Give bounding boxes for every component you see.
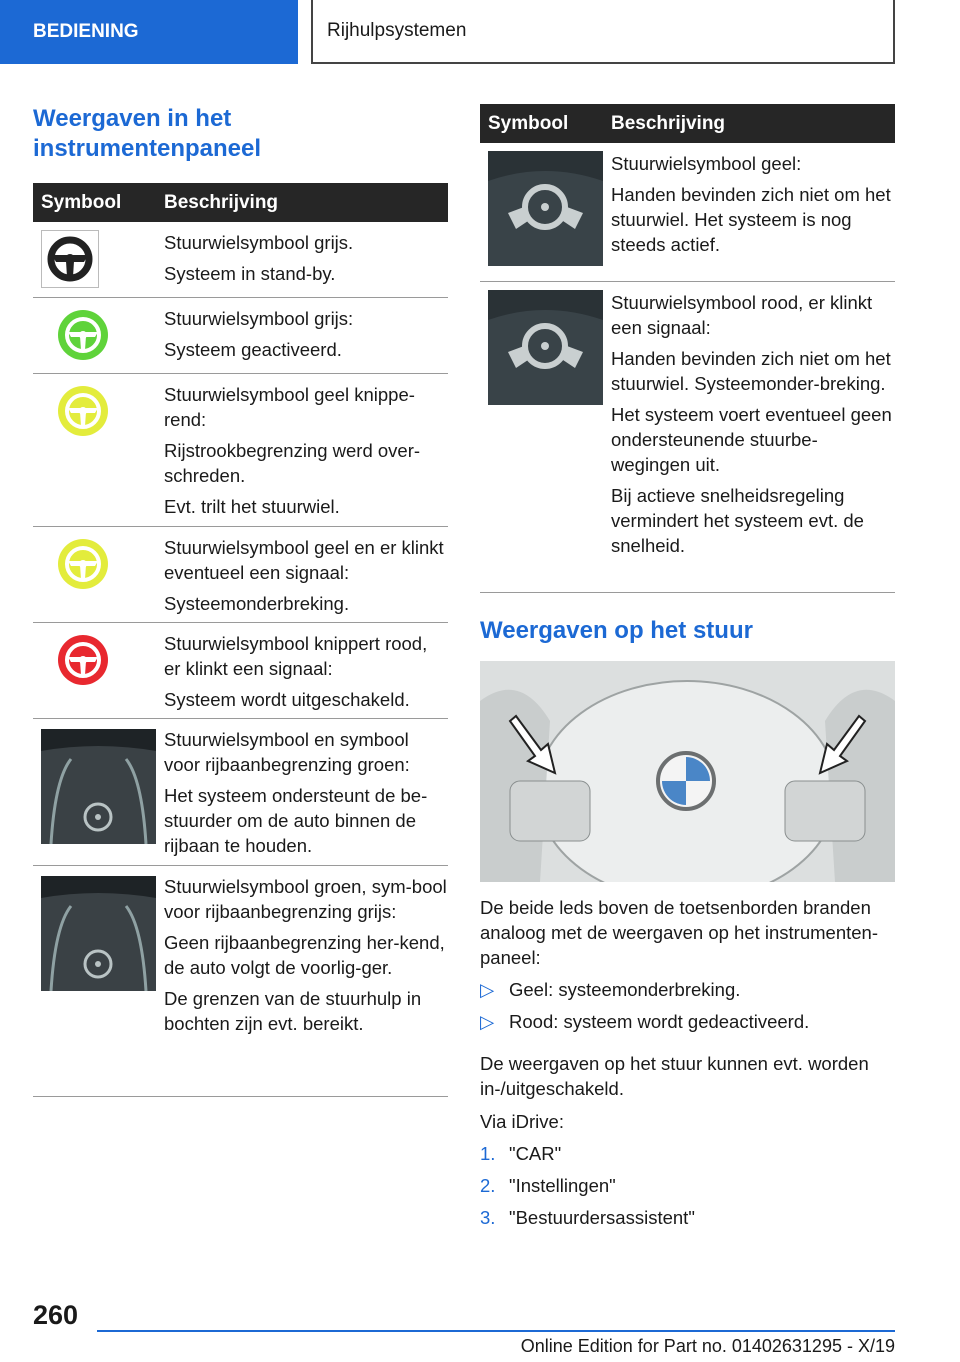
page-number: 260 (33, 1300, 79, 1330)
steering-wheel-gray-icon (41, 230, 99, 288)
row-text: Stuurwielsymbool geel knippe-rend: (164, 384, 415, 430)
step-text: "CAR" (509, 1143, 562, 1164)
col-symbol: Symbool (488, 112, 569, 134)
row-text: Rijstrookbegrenzing werd over-schreden. (164, 440, 421, 486)
bullet-arrow-icon: ▷ (480, 1011, 495, 1032)
row-text: De grenzen van de stuurhulp in bochten zijn evt. bereikt. (164, 988, 422, 1034)
steering-wheel-red-icon (41, 631, 125, 689)
row-text: Stuurwielsymbool groen, sym-bool voor rijbaanbegrenzing grijs: (164, 876, 447, 922)
instrument-panel-table (33, 183, 448, 1097)
heading-instrument-panel: Weergaven in het instrumentenpaneel (33, 105, 262, 162)
col-symbol: Symbool (41, 191, 122, 213)
heading-steering-wheel: Weergaven op het stuur (480, 617, 753, 644)
table-row (33, 527, 448, 623)
table-row (480, 282, 895, 593)
step-number: 1. (480, 1143, 496, 1164)
row-text: Bij actieve snelheidsregeling vermindert het systeem evt. de snelheid. (611, 485, 864, 556)
paragraph: Via iDrive: (480, 1111, 564, 1132)
row-text: Handen bevinden zich niet om het stuurwiel. Het systeem is nog steeds actief. (611, 184, 891, 255)
section-tab (0, 0, 298, 64)
paragraph: De beide leds boven de toetsenborden branden analoog met de weergaven op het instrumenten-paneel: (480, 897, 879, 968)
row-text: Het systeem ondersteunt de be-stuurder om de auto binnen de rijbaan te houden. (164, 785, 428, 856)
list-item (480, 1173, 895, 1198)
row-text: Stuurwielsymbool grijs: (164, 308, 354, 329)
steering-wheel-yellow-icon (41, 535, 125, 593)
table-row (33, 866, 448, 1097)
bullet-arrow-icon: ▷ (480, 979, 495, 1000)
col-description: Beschrijving (164, 191, 279, 213)
row-text: Stuurwielsymbool geel en er klinkt eventueel een signaal: (164, 537, 444, 583)
chapter-label: Rijhulpsystemen (327, 20, 467, 41)
row-text: Stuurwielsymbool geel: (611, 153, 802, 174)
table-row (33, 623, 448, 719)
steering-wheel-section (480, 895, 895, 1230)
row-text: Het systeem voert eventueel geen ondersteunende stuurbe-wegingen uit. (611, 404, 892, 475)
list-item (480, 1205, 895, 1230)
list-item (480, 1009, 895, 1034)
row-text: Evt. trilt het stuurwiel. (164, 496, 340, 517)
hands-off-table (480, 104, 895, 593)
row-text: Stuurwielsymbool rood, er klinkt een signaal: (611, 292, 873, 338)
row-text: Systeem in stand-by. (164, 263, 336, 284)
row-text: Geen rijbaanbegrenzing her-kend, de auto volgt de voorlig-ger. (164, 932, 445, 978)
row-text: Systeemonderbreking. (164, 593, 350, 614)
paragraph: De weergaven op het stuur kunnen evt. worden in-/uitgeschakeld. (480, 1053, 869, 1099)
table-row (33, 374, 448, 527)
row-text: Systeem wordt uitgeschakeld. (164, 689, 410, 710)
table-row (480, 143, 895, 282)
hands-off-yellow-thumbnail (488, 151, 603, 266)
lane-limit-green-thumbnail (41, 729, 156, 844)
table-row (33, 222, 448, 298)
row-text: Systeem geactiveerd. (164, 339, 342, 360)
step-text: "Bestuurdersassistent" (509, 1207, 695, 1228)
hands-off-red-thumbnail (488, 290, 603, 405)
steering-wheel-green-icon (41, 306, 125, 364)
row-text: Stuurwielsymbool knippert rood, er klinkt een signaal: (164, 633, 428, 679)
lane-limit-gray-thumbnail (41, 876, 156, 991)
steering-wheel-yellow-blinking-icon (41, 382, 125, 440)
table-row (33, 298, 448, 374)
step-number: 3. (480, 1207, 496, 1228)
table-header (33, 183, 448, 222)
section-label: BEDIENING (33, 21, 139, 42)
bullet-text: Geel: systeemonderbreking. (509, 979, 741, 1000)
bullet-text: Rood: systeem wordt gedeactiveerd. (509, 1011, 810, 1032)
chapter-tab (311, 0, 895, 64)
step-number: 2. (480, 1175, 496, 1196)
list-item (480, 1141, 895, 1166)
list-item (480, 977, 895, 1002)
steering-wheel-illustration (480, 661, 895, 882)
row-text: Handen bevinden zich niet om het stuurwiel. Systeemonder-breking. (611, 348, 891, 394)
footer-edition: Online Edition for Part no. 01402631295 - X/19 (97, 1330, 895, 1357)
step-text: "Instellingen" (509, 1175, 616, 1196)
col-description: Beschrijving (611, 112, 726, 134)
table-row (33, 719, 448, 866)
row-text: Stuurwielsymbool en symbool voor rijbaanbegrenzing groen: (164, 729, 410, 775)
table-header (480, 104, 895, 143)
row-text: Stuurwielsymbool grijs. (164, 232, 354, 253)
